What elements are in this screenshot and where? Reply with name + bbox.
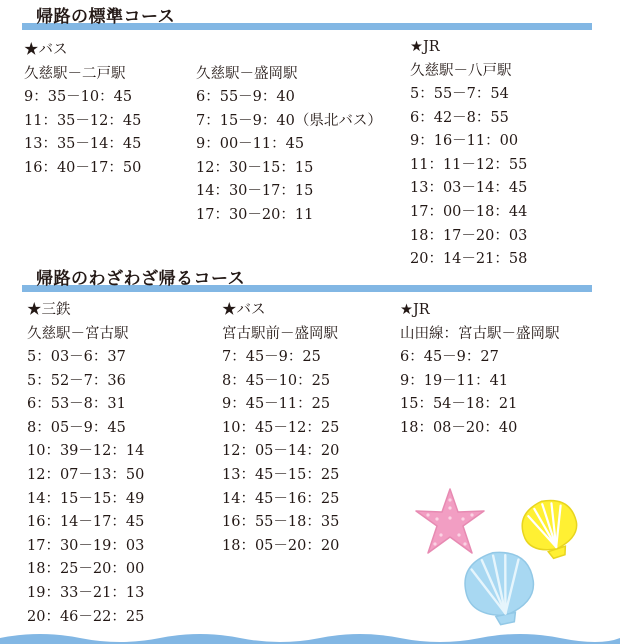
- time-row: 6：42－8：55: [410, 109, 509, 126]
- route-label: 久慈駅－八戸駅: [410, 63, 512, 79]
- time-row: 13：45－15：25: [222, 466, 340, 483]
- time-row: 18：25－20：00: [27, 561, 145, 578]
- mode-label: ★JR: [400, 302, 430, 318]
- time-row: 16：40－17：50: [24, 159, 142, 176]
- time-row: 8：45－10：25: [222, 372, 331, 389]
- column-jr-yamada-line: [400, 298, 560, 440]
- mode-label: ★三鉄: [27, 302, 71, 318]
- route-label: 久慈駅－二戸駅: [24, 66, 126, 82]
- time-row: 17：00－18：44: [410, 203, 528, 220]
- time-row: 12：05－14：20: [222, 443, 340, 460]
- time-row: 7：45－9：25: [222, 349, 321, 365]
- section-header-detour: [0, 264, 620, 292]
- mode-label: ★バス: [24, 42, 68, 58]
- route-label: 久慈駅－盛岡駅: [196, 66, 298, 82]
- time-row: 13：03－14：45: [410, 180, 528, 197]
- time-row: 5：55－7：54: [410, 86, 509, 102]
- time-row: 15：54－18：21: [400, 396, 518, 413]
- time-row: 14：45－16：25: [222, 490, 340, 507]
- time-row: 8：05－9：45: [27, 419, 126, 436]
- time-row: 14：30－17：15: [196, 183, 314, 200]
- time-row: 18：08－20：40: [400, 419, 518, 436]
- route-label: 久慈駅－宮古駅: [27, 326, 129, 342]
- column-bus-miyako-morioka: [222, 298, 339, 558]
- time-row: 16：14－17：45: [27, 514, 145, 531]
- time-row: 10：45－12：25: [222, 419, 340, 436]
- time-row: 17：30－19：03: [27, 537, 145, 554]
- time-row: 9：35－10：45: [24, 89, 133, 105]
- section-header-standard: [0, 2, 620, 30]
- time-row: 7：15－9：40（県北バス）: [196, 112, 382, 129]
- wave-border: [0, 630, 620, 644]
- route-label: 山田線：宮古駅－盛岡駅: [400, 326, 560, 342]
- time-row: 18：05－20：20: [222, 537, 340, 554]
- time-row: 6：55－9：40: [196, 89, 295, 105]
- mode-label: [196, 38, 382, 62]
- time-row: 12：07－13：50: [27, 466, 145, 483]
- time-row: 9：45－11：25: [222, 396, 331, 413]
- time-row: 6：45－9：27: [400, 349, 499, 365]
- time-row: 19：33－21：13: [27, 584, 145, 601]
- time-row: 18：17－20：03: [410, 227, 528, 244]
- time-row: 17：30－20：11: [196, 206, 314, 223]
- column-sanriku-railway: [27, 298, 144, 629]
- time-row: 14：15－15：49: [27, 490, 145, 507]
- time-row: 20：46－22：25: [27, 608, 145, 625]
- column-bus-ninohe: [24, 38, 141, 180]
- time-row: 20：14－21：58: [410, 251, 528, 268]
- time-row: 9：16－11：00: [410, 133, 519, 150]
- section-title: 帰路の標準コース: [36, 7, 176, 27]
- time-row: 9：00－11：45: [196, 136, 305, 153]
- mode-label: ★JR: [410, 39, 440, 55]
- time-row: 6：53－8：31: [27, 396, 126, 413]
- time-row: 5：52－7：36: [27, 372, 126, 389]
- column-bus-morioka: [196, 38, 382, 228]
- time-row: 9：19－11：41: [400, 372, 509, 389]
- time-row: 13：35－14：45: [24, 136, 142, 153]
- time-row: 11：11－12：55: [410, 156, 528, 173]
- time-row: 12：30－15：15: [196, 159, 314, 176]
- mode-label: ★バス: [222, 302, 266, 318]
- route-label: 宮古駅前－盛岡駅: [222, 326, 338, 342]
- time-row: 16：55－18：35: [222, 514, 340, 531]
- time-row: 5：03－6：37: [27, 349, 126, 365]
- blue-shell-icon: [456, 544, 544, 628]
- time-row: 10：39－12：14: [27, 443, 145, 460]
- section-title: 帰路のわざわざ帰るコース: [36, 269, 246, 289]
- time-row: 11：35－12：45: [24, 112, 142, 129]
- column-jr-hachinohe: [410, 35, 527, 272]
